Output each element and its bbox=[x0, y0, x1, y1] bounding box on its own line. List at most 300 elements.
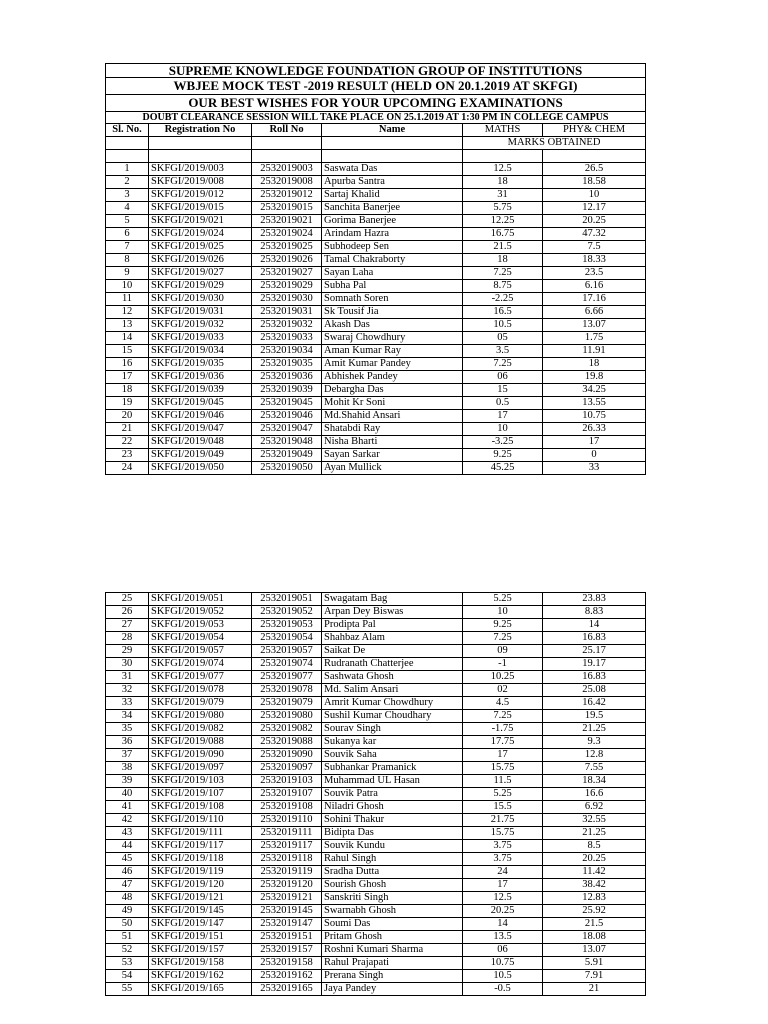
cell-phy-chem: 12.17 bbox=[543, 202, 646, 215]
cell-registration-no: SKFGI/2019/097 bbox=[149, 762, 252, 775]
cell-name: Prerana Singh bbox=[322, 970, 463, 983]
table-row bbox=[106, 228, 646, 241]
cell-name: Prodipta Pal bbox=[322, 619, 463, 632]
cell-name: Amit Kumar Pandey bbox=[322, 358, 463, 371]
cell-sl-no: 11 bbox=[106, 293, 149, 306]
table-row bbox=[106, 983, 646, 996]
cell-roll-no: 2532019078 bbox=[252, 684, 322, 697]
cell-roll-no: 2532019025 bbox=[252, 241, 322, 254]
cell-sl-no: 10 bbox=[106, 280, 149, 293]
cell-registration-no: SKFGI/2019/045 bbox=[149, 397, 252, 410]
table-row bbox=[106, 892, 646, 905]
cell-name: Sanchita Banerjee bbox=[322, 202, 463, 215]
cell-phy-chem: 33 bbox=[543, 462, 646, 475]
cell-maths: 12.25 bbox=[463, 215, 543, 228]
cell-name: Amrit Kumar Chowdhury bbox=[322, 697, 463, 710]
table-row bbox=[106, 840, 646, 853]
table-row bbox=[106, 319, 646, 332]
blank-cell bbox=[322, 150, 463, 163]
cell-phy-chem: 20.25 bbox=[543, 853, 646, 866]
cell-phy-chem: 7.91 bbox=[543, 970, 646, 983]
table-row bbox=[106, 905, 646, 918]
cell-registration-no: SKFGI/2019/078 bbox=[149, 684, 252, 697]
cell-name: Sartaj Khalid bbox=[322, 189, 463, 202]
cell-phy-chem: 6.92 bbox=[543, 801, 646, 814]
table-row bbox=[106, 163, 646, 176]
cell-maths: 21.5 bbox=[463, 241, 543, 254]
cell-sl-no: 48 bbox=[106, 892, 149, 905]
cell-roll-no: 2532019003 bbox=[252, 163, 322, 176]
cell-name: Sushil Kumar Choudhary bbox=[322, 710, 463, 723]
cell-roll-no: 2532019103 bbox=[252, 775, 322, 788]
cell-phy-chem: 32.55 bbox=[543, 814, 646, 827]
cell-maths: 3.75 bbox=[463, 853, 543, 866]
cell-sl-no: 24 bbox=[106, 462, 149, 475]
table-row bbox=[106, 775, 646, 788]
cell-phy-chem: 7.5 bbox=[543, 241, 646, 254]
cell-sl-no: 53 bbox=[106, 957, 149, 970]
cell-registration-no: SKFGI/2019/035 bbox=[149, 358, 252, 371]
cell-registration-no: SKFGI/2019/110 bbox=[149, 814, 252, 827]
cell-phy-chem: 13.07 bbox=[543, 944, 646, 957]
cell-registration-no: SKFGI/2019/147 bbox=[149, 918, 252, 931]
cell-sl-no: 34 bbox=[106, 710, 149, 723]
cell-roll-no: 2532019021 bbox=[252, 215, 322, 228]
cell-name: Subhankar Pramanick bbox=[322, 762, 463, 775]
table-row bbox=[106, 866, 646, 879]
table-row bbox=[106, 697, 646, 710]
cell-roll-no: 2532019111 bbox=[252, 827, 322, 840]
cell-sl-no: 32 bbox=[106, 684, 149, 697]
cell-roll-no: 2532019031 bbox=[252, 306, 322, 319]
cell-phy-chem: 16.83 bbox=[543, 671, 646, 684]
cell-maths: 11.5 bbox=[463, 775, 543, 788]
cell-maths: 4.5 bbox=[463, 697, 543, 710]
cell-registration-no: SKFGI/2019/003 bbox=[149, 163, 252, 176]
table-row bbox=[106, 749, 646, 762]
table-row bbox=[106, 593, 646, 606]
cell-name: Soumi Das bbox=[322, 918, 463, 931]
cell-maths: 10.25 bbox=[463, 671, 543, 684]
cell-phy-chem: 11.91 bbox=[543, 345, 646, 358]
table-row bbox=[106, 358, 646, 371]
cell-roll-no: 2532019074 bbox=[252, 658, 322, 671]
cell-phy-chem: 10.75 bbox=[543, 410, 646, 423]
cell-phy-chem: 18 bbox=[543, 358, 646, 371]
cell-roll-no: 2532019032 bbox=[252, 319, 322, 332]
cell-sl-no: 21 bbox=[106, 423, 149, 436]
cell-roll-no: 2532019008 bbox=[252, 176, 322, 189]
cell-phy-chem: 12.83 bbox=[543, 892, 646, 905]
cell-maths: 12.5 bbox=[463, 892, 543, 905]
result-title: WBJEE MOCK TEST -2019 RESULT (HELD ON 20.1.2019 AT SKFGI) bbox=[106, 78, 646, 95]
cell-phy-chem: 10 bbox=[543, 189, 646, 202]
table-row bbox=[106, 397, 646, 410]
cell-registration-no: SKFGI/2019/145 bbox=[149, 905, 252, 918]
cell-phy-chem: 6.66 bbox=[543, 306, 646, 319]
cell-phy-chem: 16.42 bbox=[543, 697, 646, 710]
col-header-phychem: PHY& CHEM bbox=[543, 124, 646, 137]
cell-sl-no: 13 bbox=[106, 319, 149, 332]
cell-sl-no: 44 bbox=[106, 840, 149, 853]
cell-name: Arpan Dey Biswas bbox=[322, 606, 463, 619]
cell-name: Jaya Pandey bbox=[322, 983, 463, 996]
header-blank-cell bbox=[149, 137, 252, 150]
cell-sl-no: 20 bbox=[106, 410, 149, 423]
cell-maths: 02 bbox=[463, 684, 543, 697]
table-row bbox=[106, 202, 646, 215]
cell-sl-no: 26 bbox=[106, 606, 149, 619]
cell-name: Swagatam Bag bbox=[322, 593, 463, 606]
cell-maths: 9.25 bbox=[463, 619, 543, 632]
cell-maths: 5.25 bbox=[463, 593, 543, 606]
col-header-maths: MATHS bbox=[463, 124, 543, 137]
cell-sl-no: 19 bbox=[106, 397, 149, 410]
cell-sl-no: 6 bbox=[106, 228, 149, 241]
cell-phy-chem: 6.16 bbox=[543, 280, 646, 293]
table-row bbox=[106, 814, 646, 827]
cell-registration-no: SKFGI/2019/057 bbox=[149, 645, 252, 658]
table-row bbox=[106, 658, 646, 671]
cell-sl-no: 16 bbox=[106, 358, 149, 371]
cell-sl-no: 30 bbox=[106, 658, 149, 671]
cell-phy-chem: 8.5 bbox=[543, 840, 646, 853]
cell-sl-no: 4 bbox=[106, 202, 149, 215]
col-header-registration: Registration No bbox=[149, 124, 252, 137]
cell-registration-no: SKFGI/2019/036 bbox=[149, 371, 252, 384]
cell-sl-no: 9 bbox=[106, 267, 149, 280]
cell-sl-no: 15 bbox=[106, 345, 149, 358]
cell-maths: 21.75 bbox=[463, 814, 543, 827]
cell-sl-no: 39 bbox=[106, 775, 149, 788]
table-row bbox=[106, 332, 646, 345]
cell-roll-no: 2532019108 bbox=[252, 801, 322, 814]
cell-registration-no: SKFGI/2019/157 bbox=[149, 944, 252, 957]
cell-name: Gorima Banerjee bbox=[322, 215, 463, 228]
cell-sl-no: 7 bbox=[106, 241, 149, 254]
cell-maths: 17 bbox=[463, 410, 543, 423]
results-table-bottom bbox=[105, 592, 646, 996]
cell-name: Aman Kumar Ray bbox=[322, 345, 463, 358]
results-table-top bbox=[105, 63, 646, 475]
cell-maths: 10 bbox=[463, 423, 543, 436]
cell-sl-no: 3 bbox=[106, 189, 149, 202]
cell-maths: 10 bbox=[463, 606, 543, 619]
cell-name: Saikat De bbox=[322, 645, 463, 658]
cell-roll-no: 2532019033 bbox=[252, 332, 322, 345]
cell-sl-no: 8 bbox=[106, 254, 149, 267]
table-row bbox=[106, 384, 646, 397]
cell-name: Nisha Bharti bbox=[322, 436, 463, 449]
cell-name: Pritam Ghosh bbox=[322, 931, 463, 944]
cell-maths: 09 bbox=[463, 645, 543, 658]
cell-maths: -1 bbox=[463, 658, 543, 671]
cell-name: Debargha Das bbox=[322, 384, 463, 397]
cell-registration-no: SKFGI/2019/032 bbox=[149, 319, 252, 332]
cell-sl-no: 23 bbox=[106, 449, 149, 462]
cell-registration-no: SKFGI/2019/008 bbox=[149, 176, 252, 189]
cell-phy-chem: 47.32 bbox=[543, 228, 646, 241]
cell-name: Sohini Thakur bbox=[322, 814, 463, 827]
cell-roll-no: 2532019046 bbox=[252, 410, 322, 423]
cell-phy-chem: 23.5 bbox=[543, 267, 646, 280]
table-row bbox=[106, 736, 646, 749]
cell-sl-no: 43 bbox=[106, 827, 149, 840]
table-row bbox=[106, 306, 646, 319]
table-row bbox=[106, 606, 646, 619]
table-row bbox=[106, 853, 646, 866]
table-row bbox=[106, 957, 646, 970]
cell-roll-no: 2532019012 bbox=[252, 189, 322, 202]
cell-name: Sk Tousif Jia bbox=[322, 306, 463, 319]
cell-registration-no: SKFGI/2019/053 bbox=[149, 619, 252, 632]
cell-registration-no: SKFGI/2019/015 bbox=[149, 202, 252, 215]
table-row bbox=[106, 632, 646, 645]
cell-registration-no: SKFGI/2019/120 bbox=[149, 879, 252, 892]
cell-maths: 13.5 bbox=[463, 931, 543, 944]
cell-sl-no: 1 bbox=[106, 163, 149, 176]
cell-maths: 7.25 bbox=[463, 632, 543, 645]
cell-roll-no: 2532019110 bbox=[252, 814, 322, 827]
table-row bbox=[106, 254, 646, 267]
cell-roll-no: 2532019026 bbox=[252, 254, 322, 267]
cell-sl-no: 2 bbox=[106, 176, 149, 189]
cell-maths: 16.75 bbox=[463, 228, 543, 241]
cell-phy-chem: 26.33 bbox=[543, 423, 646, 436]
cell-phy-chem: 18.33 bbox=[543, 254, 646, 267]
cell-phy-chem: 8.83 bbox=[543, 606, 646, 619]
cell-roll-no: 2532019030 bbox=[252, 293, 322, 306]
col-header-sl: Sl. No. bbox=[106, 124, 149, 137]
cell-roll-no: 2532019015 bbox=[252, 202, 322, 215]
cell-roll-no: 2532019051 bbox=[252, 593, 322, 606]
cell-registration-no: SKFGI/2019/027 bbox=[149, 267, 252, 280]
cell-name: Swarnabh Ghosh bbox=[322, 905, 463, 918]
cell-name: Mohit Kr Soni bbox=[322, 397, 463, 410]
cell-registration-no: SKFGI/2019/025 bbox=[149, 241, 252, 254]
cell-roll-no: 2532019151 bbox=[252, 931, 322, 944]
cell-roll-no: 2532019036 bbox=[252, 371, 322, 384]
table-row bbox=[106, 293, 646, 306]
cell-roll-no: 2532019107 bbox=[252, 788, 322, 801]
table-row bbox=[106, 710, 646, 723]
cell-registration-no: SKFGI/2019/049 bbox=[149, 449, 252, 462]
cell-name: Abhishek Pandey bbox=[322, 371, 463, 384]
col-header-name: Name bbox=[322, 124, 463, 137]
cell-maths: 8.75 bbox=[463, 280, 543, 293]
cell-phy-chem: 19.5 bbox=[543, 710, 646, 723]
cell-name: Sashwata Ghosh bbox=[322, 671, 463, 684]
cell-roll-no: 2532019053 bbox=[252, 619, 322, 632]
table-row bbox=[106, 449, 646, 462]
blank-cell bbox=[106, 150, 149, 163]
cell-name: Muhammad UL Hasan bbox=[322, 775, 463, 788]
cell-maths: 17.75 bbox=[463, 736, 543, 749]
cell-sl-no: 14 bbox=[106, 332, 149, 345]
cell-name: Bidipta Das bbox=[322, 827, 463, 840]
cell-sl-no: 29 bbox=[106, 645, 149, 658]
cell-registration-no: SKFGI/2019/151 bbox=[149, 931, 252, 944]
header-blank-cell bbox=[106, 137, 149, 150]
cell-registration-no: SKFGI/2019/117 bbox=[149, 840, 252, 853]
col-header-roll: Roll No bbox=[252, 124, 322, 137]
cell-registration-no: SKFGI/2019/103 bbox=[149, 775, 252, 788]
cell-roll-no: 2532019047 bbox=[252, 423, 322, 436]
cell-name: Sayan Laha bbox=[322, 267, 463, 280]
cell-registration-no: SKFGI/2019/052 bbox=[149, 606, 252, 619]
cell-registration-no: SKFGI/2019/165 bbox=[149, 983, 252, 996]
cell-registration-no: SKFGI/2019/021 bbox=[149, 215, 252, 228]
cell-name: Shatabdi Ray bbox=[322, 423, 463, 436]
cell-sl-no: 22 bbox=[106, 436, 149, 449]
cell-registration-no: SKFGI/2019/118 bbox=[149, 853, 252, 866]
cell-sl-no: 46 bbox=[106, 866, 149, 879]
cell-sl-no: 38 bbox=[106, 762, 149, 775]
table-row bbox=[106, 801, 646, 814]
cell-phy-chem: 25.17 bbox=[543, 645, 646, 658]
cell-registration-no: SKFGI/2019/077 bbox=[149, 671, 252, 684]
cell-phy-chem: 17 bbox=[543, 436, 646, 449]
cell-registration-no: SKFGI/2019/090 bbox=[149, 749, 252, 762]
table-row bbox=[106, 671, 646, 684]
cell-maths: 5.25 bbox=[463, 788, 543, 801]
cell-phy-chem: 17.16 bbox=[543, 293, 646, 306]
cell-phy-chem: 21.25 bbox=[543, 827, 646, 840]
cell-name: Souvik Patra bbox=[322, 788, 463, 801]
cell-phy-chem: 16.6 bbox=[543, 788, 646, 801]
cell-maths: 45.25 bbox=[463, 462, 543, 475]
cell-sl-no: 52 bbox=[106, 944, 149, 957]
cell-sl-no: 25 bbox=[106, 593, 149, 606]
cell-phy-chem: 38.42 bbox=[543, 879, 646, 892]
cell-sl-no: 49 bbox=[106, 905, 149, 918]
cell-roll-no: 2532019080 bbox=[252, 710, 322, 723]
cell-phy-chem: 19.17 bbox=[543, 658, 646, 671]
cell-name: Sukanya kar bbox=[322, 736, 463, 749]
table-row bbox=[106, 371, 646, 384]
cell-sl-no: 12 bbox=[106, 306, 149, 319]
cell-name: Sanskriti Singh bbox=[322, 892, 463, 905]
cell-name: Rahul Singh bbox=[322, 853, 463, 866]
cell-registration-no: SKFGI/2019/026 bbox=[149, 254, 252, 267]
doubt-session-notice: DOUBT CLEARANCE SESSION WILL TAKE PLACE ON 25.1.2019 AT 1:30 PM IN COLLEGE CAMPUS bbox=[106, 112, 646, 124]
table-row bbox=[106, 684, 646, 697]
wishes-line: OUR BEST WISHES FOR YOUR UPCOMING EXAMINATIONS bbox=[106, 95, 646, 112]
blank-cell bbox=[543, 150, 646, 163]
cell-roll-no: 2532019090 bbox=[252, 749, 322, 762]
cell-registration-no: SKFGI/2019/111 bbox=[149, 827, 252, 840]
cell-roll-no: 2532019119 bbox=[252, 866, 322, 879]
cell-name: Niladri Ghosh bbox=[322, 801, 463, 814]
cell-name: Apurba Santra bbox=[322, 176, 463, 189]
cell-roll-no: 2532019027 bbox=[252, 267, 322, 280]
table-row bbox=[106, 645, 646, 658]
table-row bbox=[106, 241, 646, 254]
table-row bbox=[106, 215, 646, 228]
institution-title: SUPREME KNOWLEDGE FOUNDATION GROUP OF INSTITUTIONS bbox=[106, 64, 646, 78]
cell-roll-no: 2532019121 bbox=[252, 892, 322, 905]
cell-registration-no: SKFGI/2019/074 bbox=[149, 658, 252, 671]
cell-maths: 16.5 bbox=[463, 306, 543, 319]
cell-phy-chem: 7.55 bbox=[543, 762, 646, 775]
cell-name: Rahul Prajapati bbox=[322, 957, 463, 970]
cell-phy-chem: 14 bbox=[543, 619, 646, 632]
cell-sl-no: 18 bbox=[106, 384, 149, 397]
cell-phy-chem: 26.5 bbox=[543, 163, 646, 176]
cell-maths: 17 bbox=[463, 749, 543, 762]
cell-name: Swaraj Chowdhury bbox=[322, 332, 463, 345]
cell-sl-no: 50 bbox=[106, 918, 149, 931]
cell-name: Subhodeep Sen bbox=[322, 241, 463, 254]
cell-phy-chem: 25.92 bbox=[543, 905, 646, 918]
cell-maths: 7.25 bbox=[463, 358, 543, 371]
header-blank-cell bbox=[252, 137, 322, 150]
cell-maths: 7.25 bbox=[463, 267, 543, 280]
cell-sl-no: 37 bbox=[106, 749, 149, 762]
blank-cell bbox=[252, 150, 322, 163]
cell-maths: -3.25 bbox=[463, 436, 543, 449]
cell-name: Md. Salim Ansari bbox=[322, 684, 463, 697]
cell-maths: 9.25 bbox=[463, 449, 543, 462]
cell-name: Saswata Das bbox=[322, 163, 463, 176]
cell-name: Souvik Kundu bbox=[322, 840, 463, 853]
cell-registration-no: SKFGI/2019/031 bbox=[149, 306, 252, 319]
cell-maths: -1.75 bbox=[463, 723, 543, 736]
cell-sl-no: 31 bbox=[106, 671, 149, 684]
cell-phy-chem: 0 bbox=[543, 449, 646, 462]
cell-roll-no: 2532019057 bbox=[252, 645, 322, 658]
cell-maths: 10.5 bbox=[463, 319, 543, 332]
table-row bbox=[106, 619, 646, 632]
cell-maths: -2.25 bbox=[463, 293, 543, 306]
cell-roll-no: 2532019147 bbox=[252, 918, 322, 931]
cell-sl-no: 55 bbox=[106, 983, 149, 996]
cell-name: Sourav Singh bbox=[322, 723, 463, 736]
table-row bbox=[106, 931, 646, 944]
cell-registration-no: SKFGI/2019/029 bbox=[149, 280, 252, 293]
cell-registration-no: SKFGI/2019/119 bbox=[149, 866, 252, 879]
header-blank-cell bbox=[322, 137, 463, 150]
cell-phy-chem: 18.34 bbox=[543, 775, 646, 788]
table-row bbox=[106, 827, 646, 840]
cell-registration-no: SKFGI/2019/121 bbox=[149, 892, 252, 905]
cell-maths: 20.25 bbox=[463, 905, 543, 918]
cell-name: Md.Shahid Ansari bbox=[322, 410, 463, 423]
cell-roll-no: 2532019048 bbox=[252, 436, 322, 449]
cell-sl-no: 40 bbox=[106, 788, 149, 801]
cell-roll-no: 2532019117 bbox=[252, 840, 322, 853]
cell-phy-chem: 16.83 bbox=[543, 632, 646, 645]
cell-sl-no: 5 bbox=[106, 215, 149, 228]
cell-roll-no: 2532019039 bbox=[252, 384, 322, 397]
cell-registration-no: SKFGI/2019/034 bbox=[149, 345, 252, 358]
cell-name: Subha Pal bbox=[322, 280, 463, 293]
blank-cell bbox=[463, 150, 543, 163]
cell-roll-no: 2532019035 bbox=[252, 358, 322, 371]
cell-maths: 10.5 bbox=[463, 970, 543, 983]
cell-sl-no: 27 bbox=[106, 619, 149, 632]
cell-registration-no: SKFGI/2019/047 bbox=[149, 423, 252, 436]
cell-sl-no: 28 bbox=[106, 632, 149, 645]
cell-maths: 7.25 bbox=[463, 710, 543, 723]
table-row bbox=[106, 879, 646, 892]
cell-maths: 05 bbox=[463, 332, 543, 345]
blank-cell bbox=[149, 150, 252, 163]
cell-sl-no: 51 bbox=[106, 931, 149, 944]
cell-name: Sradha Dutta bbox=[322, 866, 463, 879]
cell-registration-no: SKFGI/2019/082 bbox=[149, 723, 252, 736]
cell-name: Somnath Soren bbox=[322, 293, 463, 306]
